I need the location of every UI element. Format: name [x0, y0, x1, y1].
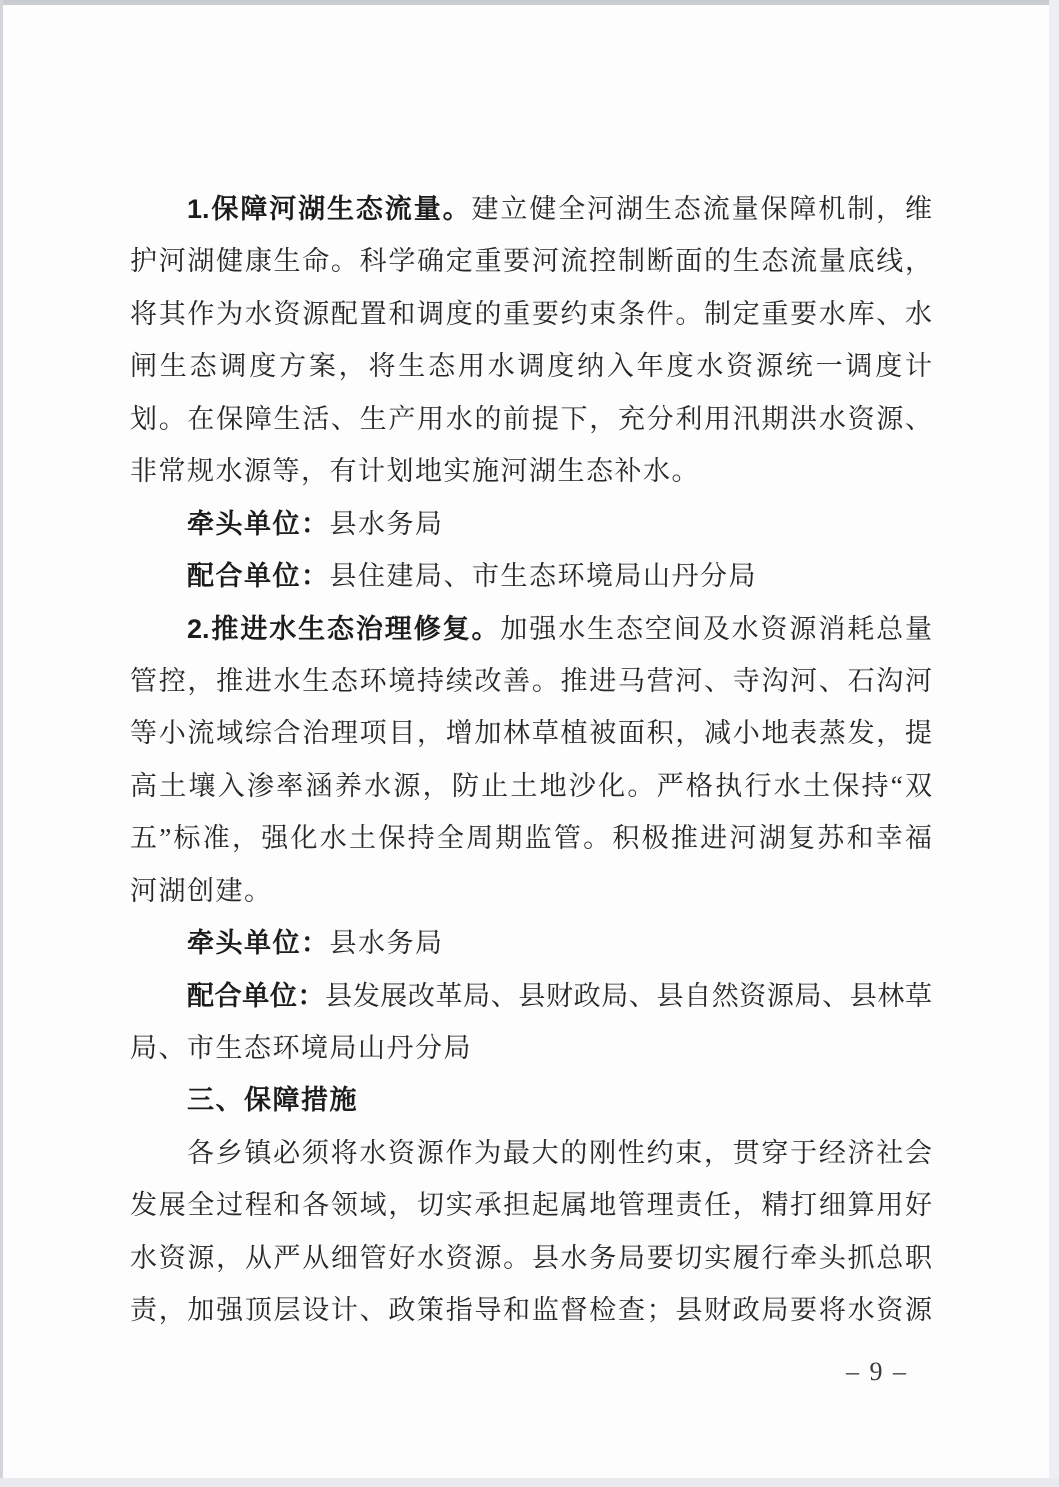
- text-line: [130, 1284, 932, 1336]
- text-line: [130, 340, 932, 392]
- text-line: [130, 393, 932, 445]
- line-text: 等小流域综合治理项目，增加林草植被面积，减小地表蒸发，提: [130, 718, 932, 749]
- page-number: – 9 –: [846, 1357, 908, 1386]
- line-text: 建立健全河湖生态流量保障机制，维: [471, 194, 932, 224]
- document-body: [130, 183, 932, 1337]
- text-line: [130, 1232, 932, 1284]
- line-text: 加强水生态空间及水资源消耗总量: [500, 613, 932, 644]
- text-line: [130, 235, 932, 287]
- scan-edge-bottom: [0, 1478, 1059, 1487]
- section-3-heading: 三、保障措施: [187, 1085, 358, 1116]
- lead-unit-value-1: 县水务局: [329, 508, 444, 539]
- text-line: [130, 865, 932, 917]
- line-text: 各乡镇必须将水资源作为最大的刚性约束，贯穿于经济社会: [187, 1137, 932, 1168]
- line-text: 五”标准，强化水土保持全周期监管。积极推进河湖复苏和幸福: [130, 823, 932, 854]
- coop-unit-label-1: 配合单位：: [187, 561, 330, 592]
- text-line: [130, 603, 932, 655]
- text-line: [130, 1127, 932, 1179]
- text-line: [130, 707, 932, 759]
- coop-unit-value-2-part1: 县发展改革局、县财政局、县自然资源局、县林草: [325, 980, 933, 1011]
- text-line: [130, 917, 932, 969]
- text-line: [130, 445, 932, 497]
- line-text: 将其作为水资源配置和调度的重要约束条件。制定重要水库、水: [130, 298, 932, 329]
- text-line: [130, 1074, 932, 1126]
- item-2-title: 2.推进水生态治理修复。: [187, 613, 501, 644]
- text-line: [130, 183, 932, 235]
- text-line: [130, 812, 932, 864]
- line-text: 闸生态调度方案，将生态用水调度纳入年度水资源统一调度计: [130, 351, 932, 382]
- coop-unit-value-2-part2: 局、市生态环境局山丹分局: [130, 1033, 472, 1063]
- text-line: [130, 655, 932, 707]
- text-line: [130, 498, 932, 550]
- line-text: 责，加强顶层设计、政策指导和监督检查；县财政局要将水资源: [130, 1295, 932, 1326]
- line-text: 高土壤入渗率涵养水源，防止土地沙化。严格执行水土保持“双: [130, 770, 932, 801]
- line-text: 发展全过程和各领域，切实承担起属地管理责任，精打细算用好: [130, 1190, 932, 1221]
- line-text: 水资源，从严从细管好水资源。县水务局要切实履行牵头抓总职: [130, 1242, 932, 1273]
- text-line: [130, 288, 932, 340]
- line-text: 河湖创建。: [130, 875, 273, 906]
- lead-unit-value-2: 县水务局: [329, 928, 444, 959]
- line-text: 管控，推进水生态环境持续改善。推进马营河、寺沟河、石沟河: [130, 665, 932, 696]
- line-text: 护河湖健康生命。科学确定重要河流控制断面的生态流量底线，: [130, 246, 932, 277]
- item-1-title: 1.保障河湖生态流量。: [187, 194, 472, 224]
- line-text: 非常规水源等，有计划地实施河湖生态补水。: [130, 456, 700, 487]
- coop-unit-label-2: 配合单位：: [187, 980, 326, 1011]
- line-text: 划。在保障生活、生产用水的前提下，充分利用汛期洪水资源、: [130, 403, 932, 434]
- text-line: [130, 970, 932, 1022]
- scan-edge-right: [1049, 0, 1059, 1487]
- text-line: [130, 760, 932, 812]
- lead-unit-label-2: 牵头单位：: [187, 928, 330, 959]
- lead-unit-label-1: 牵头单位：: [187, 508, 330, 539]
- document-page: [3, 5, 1049, 1478]
- text-line: [130, 550, 932, 602]
- coop-unit-value-1: 县住建局、市生态环境局山丹分局: [329, 561, 757, 592]
- text-line: [130, 1022, 932, 1074]
- text-line: [130, 1179, 932, 1231]
